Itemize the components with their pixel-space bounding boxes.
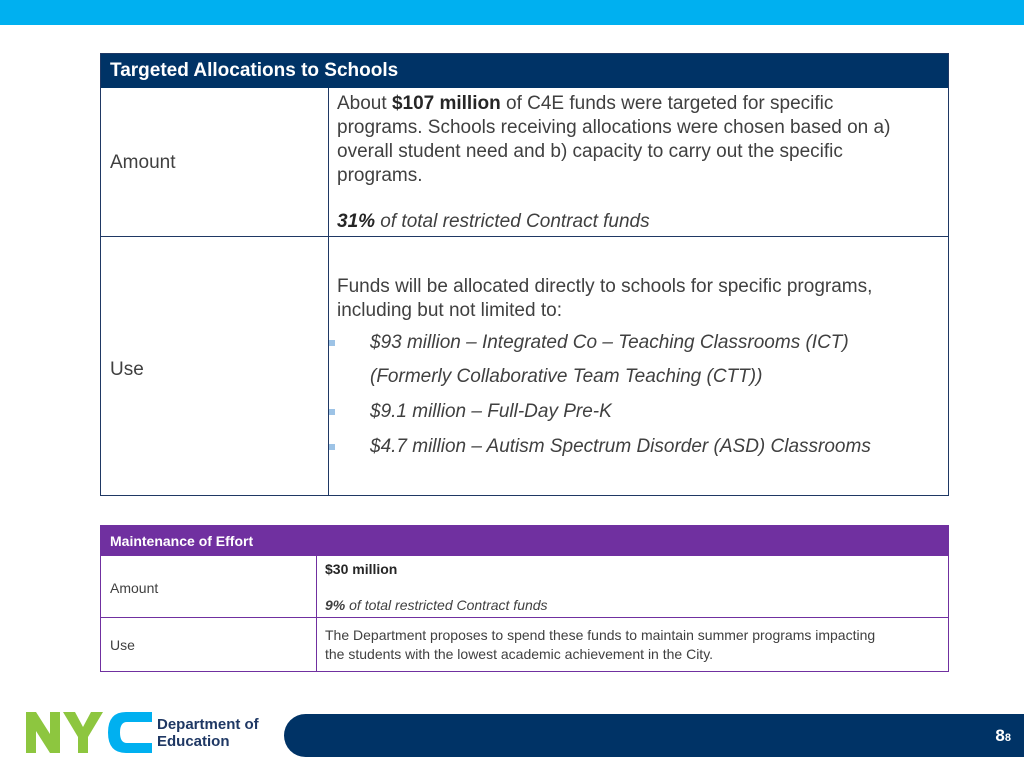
- percentage-value: 9%: [325, 597, 346, 613]
- bullet-marker: [329, 409, 335, 415]
- bullet-item-ict-note: (Formerly Collaborative Team Teaching (CTT)): [370, 366, 763, 387]
- top-accent-bar: [0, 0, 1024, 25]
- table-header: Targeted Allocations to Schools: [101, 54, 948, 88]
- use-row: [101, 237, 948, 495]
- percentage-text: of total restricted Contract funds: [345, 597, 548, 613]
- amount-percentage: [337, 210, 908, 234]
- targeted-allocations-table: [100, 53, 949, 496]
- amount-label: Amount: [110, 152, 176, 173]
- bullet-item-ict: $93 million – Integrated Co – Teaching Classrooms (ICT): [370, 332, 849, 353]
- amount-text-post: of C4E funds were targeted for specific programs. Schools receiving allocations were chosen based on a) overall student need and b) capacity to carry out the specific programs.: [337, 93, 891, 186]
- bullet-item-asd: $4.7 million – Autism Spectrum Disorder (ASD) Classrooms: [370, 436, 871, 457]
- amount-row: [101, 88, 948, 237]
- bullet-item-prek: $9.1 million – Full-Day Pre-K: [370, 401, 612, 422]
- logo-line-2: Education: [157, 733, 230, 750]
- amount-label: Amount: [110, 580, 159, 596]
- maintenance-of-effort-table: [100, 525, 949, 672]
- amount-percentage: [325, 596, 548, 615]
- percentage-value: 31%: [337, 211, 376, 232]
- amount-description: [337, 92, 908, 188]
- percentage-text: of total restricted Contract funds: [375, 211, 650, 232]
- page-number: [995, 726, 1011, 746]
- column-divider: [316, 556, 317, 671]
- page-number-small: 8: [1004, 732, 1011, 744]
- bullet-marker: [329, 444, 335, 450]
- footer-bar: [284, 714, 1024, 757]
- nyc-doe-logo: [26, 710, 271, 755]
- page-number-main: 8: [995, 726, 1005, 745]
- bullet-marker: [329, 340, 335, 346]
- use-intro: Funds will be allocated directly to schools for specific programs, including but not limited to:: [337, 276, 873, 321]
- use-label: Use: [110, 637, 135, 653]
- table-header: Maintenance of Effort: [101, 526, 948, 556]
- use-text-line-2: the students with the lowest academic achievement in the City.: [325, 646, 714, 662]
- row-divider: [101, 617, 948, 618]
- logo-line-1: Department of: [157, 716, 259, 733]
- use-label: Use: [110, 359, 144, 380]
- amount-value: $107 million: [391, 93, 501, 114]
- amount-text-pre: About: [337, 93, 392, 114]
- amount-value: $30 million: [325, 561, 398, 577]
- use-text-line-1: The Department proposes to spend these funds to maintain summer programs impacting: [325, 627, 876, 643]
